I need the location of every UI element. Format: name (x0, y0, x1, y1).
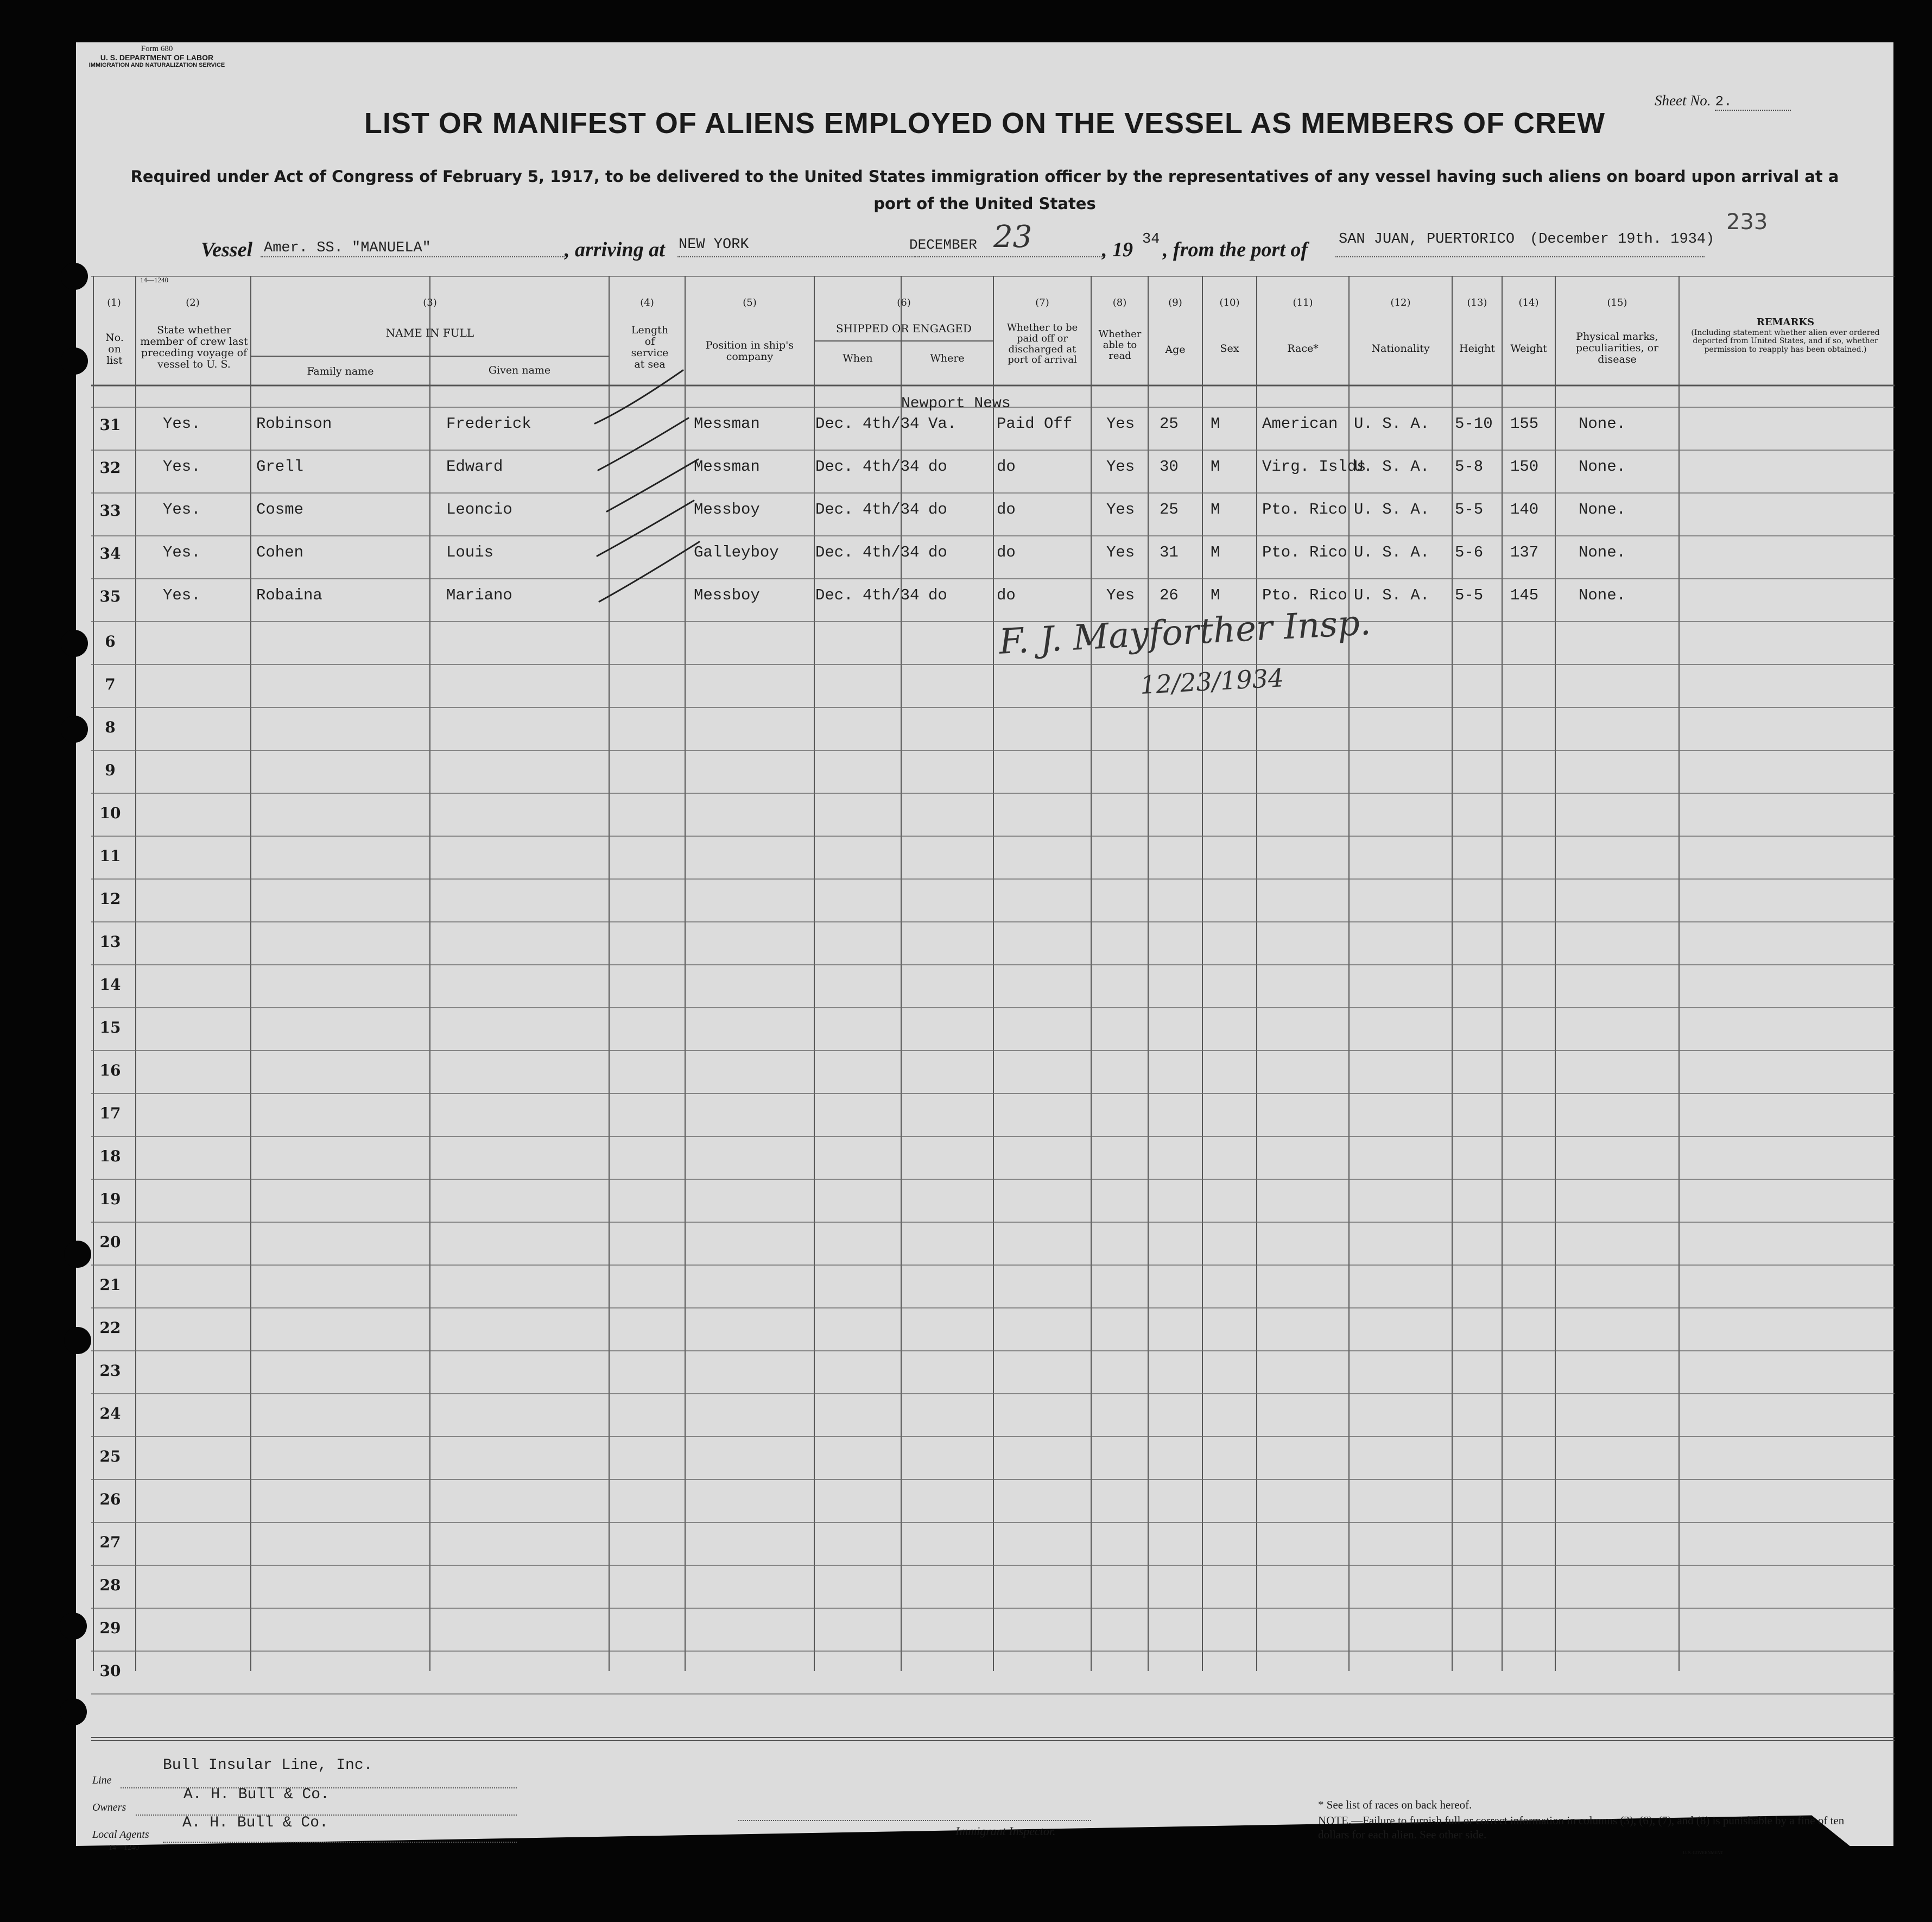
signature-date: 12/23/1934 (1139, 663, 1285, 700)
col1-label: No. on list (105, 332, 124, 366)
row-number: 29 (99, 1619, 121, 1637)
day-value: 23 (993, 219, 1032, 255)
year-value: 34 (1142, 231, 1160, 248)
agents-label: Local Agents (92, 1829, 149, 1841)
col4-number: (4) (640, 297, 654, 308)
row-number: 11 (99, 847, 121, 865)
footer-code: 14—1240 (109, 1844, 139, 1852)
cell-given: Frederick (446, 415, 531, 433)
row-number: 13 (99, 933, 121, 951)
cell-family: Cosme (256, 501, 304, 519)
col3-given: Given name (488, 364, 551, 376)
col6-label: SHIPPED OR ENGAGED (836, 322, 972, 335)
arriving-value: NEW YORK (679, 237, 749, 253)
sheet-value: 2. (1715, 93, 1791, 111)
row-number: 24 (99, 1405, 121, 1422)
cell-when: Dec. 4th/34 (815, 543, 920, 561)
cell-voyage: Yes. (163, 415, 201, 433)
cell-position: Galleyboy (694, 543, 779, 561)
port-extra: (December 19th. 1934) (1530, 231, 1715, 248)
owners-label: Owners (92, 1801, 126, 1813)
cell-when: Dec. 4th/34 (815, 458, 920, 476)
punch-hole (64, 1241, 91, 1268)
department-name: U. S. DEPARTMENT OF LABOR (100, 53, 214, 62)
cell-marks: None. (1579, 415, 1626, 433)
col3-label: NAME IN FULL (385, 326, 474, 339)
cell-position: Messboy (694, 586, 760, 604)
inspector-label: Immigrant Inspector. (955, 1824, 1056, 1838)
inspector-signature: F. J. Mayforther Insp. (998, 603, 1372, 662)
col1-number: (1) (107, 297, 121, 308)
cell-when: Dec. 4th/34 (815, 501, 920, 519)
col13-number: (13) (1467, 297, 1487, 308)
col8-label: Whether able to read (1098, 328, 1142, 362)
cell-voyage: Yes. (163, 543, 201, 561)
cell-sex: M (1211, 543, 1220, 561)
row-number: 12 (99, 890, 121, 908)
cell-race: American (1262, 415, 1338, 433)
cell-voyage: Yes. (163, 458, 201, 476)
cell-sex: M (1211, 458, 1220, 476)
cell-paid: do (997, 458, 1016, 476)
cell-age: 30 (1160, 458, 1179, 476)
cell-age: 25 (1160, 415, 1179, 433)
row-number: 31 (99, 416, 121, 434)
remarks-title: REMARKS (1756, 317, 1815, 328)
col4-label: Length of service at sea (631, 324, 669, 370)
punch-hole (61, 347, 88, 375)
port-value: SAN JUAN, PUERTORICO (1339, 231, 1515, 248)
col6-when: When (843, 352, 873, 364)
col3-family: Family name (307, 365, 374, 377)
col7-label: Whether to be paid off or discharged at port of arrival (1006, 322, 1078, 366)
cell-paid: do (997, 501, 1016, 519)
cell-where: do (928, 458, 947, 476)
form-code: 14—1240 (140, 276, 168, 284)
cell-where: Va. (928, 415, 957, 433)
col8-number: (8) (1112, 297, 1127, 308)
stamp-number: 233 (1726, 210, 1768, 235)
cell-position: Messman (694, 415, 760, 433)
cell-position: Messman (694, 458, 760, 476)
cell-voyage: Yes. (163, 501, 201, 519)
col2-number: (2) (186, 297, 200, 308)
printer-mark: U. S. GOVERNMENT (1683, 1850, 1724, 1855)
cell-paid: do (997, 586, 1016, 604)
cell-weight: 140 (1510, 501, 1539, 519)
row-number: 34 (99, 545, 121, 562)
cell-family: Grell (256, 458, 304, 476)
row-number: 7 (105, 675, 116, 693)
col3-number: (3) (423, 297, 437, 308)
row-number: 32 (99, 459, 121, 477)
cell-marks: None. (1579, 543, 1626, 561)
row-number: 27 (99, 1533, 121, 1551)
col6-number: (6) (897, 297, 911, 308)
col5-label: Position in ship's company (705, 339, 794, 363)
col10-label: Sex (1220, 343, 1239, 355)
cell-position: Messboy (694, 501, 760, 519)
length-of-service-strokes (592, 358, 700, 608)
col15-number: (15) (1607, 297, 1627, 308)
cell-read: Yes (1106, 586, 1135, 604)
cell-age: 31 (1160, 543, 1179, 561)
cell-sex: M (1211, 586, 1220, 604)
punch-hole (60, 1613, 87, 1640)
row-number: 18 (99, 1147, 121, 1165)
row-number: 10 (99, 804, 121, 822)
cell-weight: 137 (1510, 543, 1539, 561)
manifest-grid (91, 276, 1895, 1742)
vessel-label: Vessel (201, 238, 252, 261)
row-number: 17 (99, 1104, 121, 1122)
cell-family: Robaina (256, 586, 322, 604)
from-port-label: , from the port of (1163, 238, 1308, 261)
punch-hole (61, 630, 88, 657)
line-label: Line (92, 1774, 112, 1786)
col9-number: (9) (1168, 297, 1182, 308)
fine-note: NOTE.—Failure to furnish full or correct information in columns (3), (6), (7), and (8) is punishable by a fine of ten dollars for each alien. See other side. (1318, 1814, 1845, 1842)
col7-number: (7) (1035, 297, 1049, 308)
cell-when: Dec. 4th/34 (815, 586, 920, 604)
cell-family: Robinson (256, 415, 332, 433)
subtitle-line1: Required under Act of Congress of February 5, 1917, to be delivered to the United States immigration officer by the representatives of any vessel having such aliens on board upon arrival at a (130, 167, 1839, 186)
sheet-label: Sheet No. (1655, 92, 1711, 109)
cell-weight: 145 (1510, 586, 1539, 604)
cell-given: Louis (446, 543, 494, 561)
owners-field (136, 1801, 517, 1816)
cell-race: Virg. Islds (1262, 458, 1366, 476)
cell-marks: None. (1579, 586, 1626, 604)
row-number: 9 (105, 761, 116, 779)
cell-nationality: U. S. A. (1354, 501, 1430, 519)
form-identifier (62, 45, 252, 68)
cell-weight: 155 (1510, 415, 1539, 433)
cell-age: 26 (1160, 586, 1179, 604)
agents-value: A. H. Bull & Co. (182, 1814, 328, 1831)
cell-weight: 150 (1510, 458, 1539, 476)
cell-nationality: U. S. A. (1354, 415, 1430, 433)
cell-height: 5-10 (1455, 415, 1493, 433)
cell-age: 25 (1160, 501, 1179, 519)
arriving-label: , arriving at (565, 238, 665, 261)
cell-nationality: U. S. A. (1354, 458, 1430, 476)
col12-label: Nationality (1371, 343, 1430, 355)
cell-sex: M (1211, 415, 1220, 433)
remarks-label: (Including statement whether alien ever ordered deported from United States, and if so, whether permission to reapply has been obtained.) (1691, 328, 1880, 354)
cell-nationality: U. S. A. (1354, 543, 1430, 561)
punch-hole (60, 1698, 87, 1725)
year-prefix: , 19 (1102, 238, 1133, 261)
row-number: 23 (99, 1362, 121, 1380)
row-number: 25 (99, 1447, 121, 1465)
punch-hole (61, 263, 88, 290)
row-number: 35 (99, 587, 121, 605)
row-number: 6 (105, 633, 116, 650)
cell-height: 5-5 (1455, 586, 1484, 604)
cell-sex: M (1211, 501, 1220, 519)
cell-marks: None. (1579, 458, 1626, 476)
cell-read: Yes (1106, 415, 1135, 433)
cell-where: do (928, 586, 947, 604)
cell-race: Pto. Rico (1262, 543, 1347, 561)
col9-label: Age (1165, 344, 1186, 356)
col2-label: State whether member of crew last preceding voyage of vessel to U. S. (140, 324, 248, 370)
cell-family: Cohen (256, 543, 304, 561)
subtitle-line2: port of the United States (873, 194, 1096, 213)
col11-number: (11) (1293, 297, 1313, 308)
cell-read: Yes (1106, 543, 1135, 561)
cell-paid: Paid Off (997, 415, 1073, 433)
col14-label: Weight (1510, 343, 1547, 355)
cell-race: Pto. Rico (1262, 501, 1347, 519)
col5-number: (5) (743, 297, 757, 308)
cell-nationality: U. S. A. (1354, 586, 1430, 604)
row-number: 20 (99, 1233, 121, 1251)
page-title: LIST OR MANIFEST OF ALIENS EMPLOYED ON THE VESSEL AS MEMBERS OF CREW (364, 107, 1606, 140)
row-number: 33 (99, 502, 121, 520)
col14-number: (14) (1518, 297, 1539, 308)
cell-height: 5-8 (1455, 458, 1484, 476)
cell-marks: None. (1579, 501, 1626, 519)
col15-label: Physical marks, peculiarities, or disease (1575, 331, 1659, 365)
cell-read: Yes (1106, 458, 1135, 476)
row-number: 22 (99, 1319, 121, 1337)
cell-paid: do (997, 543, 1016, 561)
month-value: DECEMBER (909, 237, 977, 253)
row-number: 19 (99, 1190, 121, 1208)
cell-given: Leoncio (446, 501, 512, 519)
punch-hole (64, 1327, 91, 1354)
cell-height: 5-5 (1455, 501, 1484, 519)
inspector-field (738, 1819, 1091, 1821)
col11-label: Race* (1287, 343, 1319, 355)
row-number: 21 (99, 1276, 121, 1294)
form-number: Form 680 (141, 45, 173, 53)
cell-given: Mariano (446, 586, 512, 604)
vessel-value: Amer. SS. "MANUELA" (264, 240, 431, 256)
row-number: 30 (99, 1662, 121, 1680)
cell-where: do (928, 501, 947, 519)
row-number: 8 (105, 718, 116, 736)
col10-number: (10) (1219, 297, 1240, 308)
line-value: Bull Insular Line, Inc. (163, 1757, 373, 1774)
row-number: 26 (99, 1490, 121, 1508)
newport-note: Newport News (901, 395, 1011, 412)
row-number: 15 (99, 1019, 121, 1036)
owners-value: A. H. Bull & Co. (183, 1786, 330, 1803)
cell-read: Yes (1106, 501, 1135, 519)
service-name: IMMIGRATION AND NATURALIZATION SERVICE (88, 61, 225, 68)
cell-height: 5-6 (1455, 543, 1484, 561)
cell-when: Dec. 4th/34 (815, 415, 920, 433)
cell-race: Pto. Rico (1262, 586, 1347, 604)
punch-hole (61, 716, 88, 743)
row-number: 14 (99, 976, 121, 994)
col13-label: Height (1459, 343, 1495, 355)
cell-given: Edward (446, 458, 503, 476)
col12-number: (12) (1390, 297, 1411, 308)
race-note: * See list of races on back hereof. (1318, 1798, 1472, 1811)
cell-where: do (928, 543, 947, 561)
col6-where: Where (930, 352, 965, 364)
row-number: 28 (99, 1576, 121, 1594)
row-number: 16 (99, 1061, 121, 1079)
cell-voyage: Yes. (163, 586, 201, 604)
